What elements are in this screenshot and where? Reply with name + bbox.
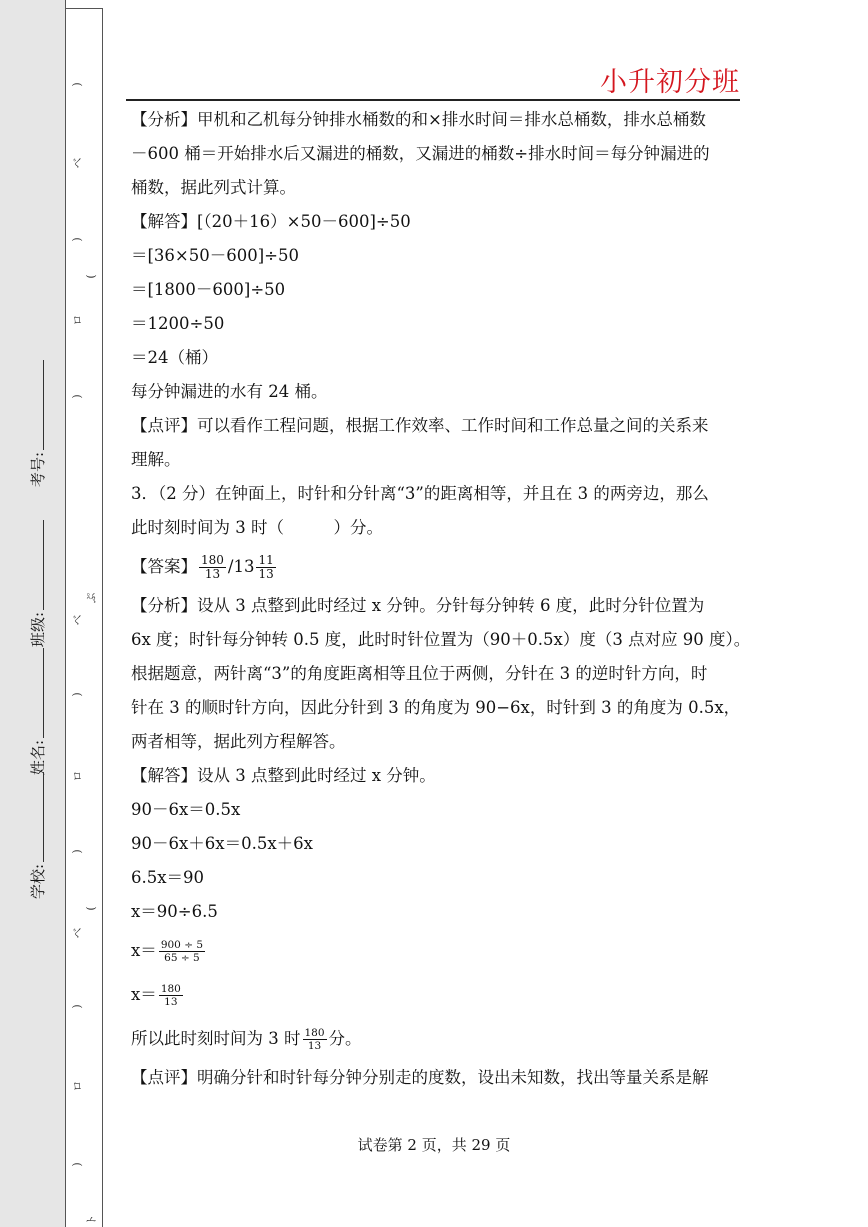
text-line: 每分钟漏进的水有 24 桶。 xyxy=(131,382,328,401)
text-line: 根据题意，两针离“3”的角度距离相等且位于两侧，分针在 3 的逆时针方向，时 xyxy=(131,664,708,683)
class-field: 班级: xyxy=(27,520,47,680)
equation-line: x＝90÷6.5 xyxy=(131,902,218,921)
fraction: $\frac{180}{13}$ xyxy=(304,1026,325,1052)
seal-mark: ) xyxy=(70,394,84,399)
text-line: －600 桶＝开始排水后又漏进的桶数，又漏进的桶数÷排水时间＝每分钟漏进的 xyxy=(131,144,710,163)
seal-mark: ベ xyxy=(71,927,84,939)
equation-line: x＝ $\frac{180}{13}$ xyxy=(131,982,181,1008)
question-line: 此时刻时间为 3 时（ ）分。 xyxy=(131,518,383,537)
seal-mark: ベ xyxy=(71,614,84,626)
seal-mark: ト xyxy=(85,1214,98,1226)
text-line: ＝[1800－600]÷50 xyxy=(131,280,286,299)
header-rule xyxy=(126,99,740,101)
text-line: ＝24（桶） xyxy=(131,348,218,367)
text-line: 【分析】甲机和乙机每分钟排水桶数的和×排水时间＝排水总桶数，排水总桶数 xyxy=(131,110,706,129)
name-field: 姓名: xyxy=(27,648,47,808)
text-line: 【解答】[（20＋16）×50－600]÷50 xyxy=(131,212,411,231)
text-line: 【点评】可以看作工程问题，根据工作效率、工作时间和工作总量之间的关系来 xyxy=(131,416,709,435)
seal-mark: ) xyxy=(70,1162,84,1167)
text-line: 【解答】设从 3 点整到此时经过 x 分钟。 xyxy=(131,766,436,785)
fraction: $\frac{180}{13}$ xyxy=(160,982,181,1008)
page-footer: 试卷第 2 页，共 29 页 xyxy=(357,1136,511,1154)
text-line: 【点评】明确分针和时针每分钟分别走的度数，设出未知数，找出等量关系是解 xyxy=(131,1068,709,1087)
fraction: $\frac{180}{13}$ xyxy=(201,552,224,581)
seal-mark: ベ xyxy=(71,157,84,169)
binding-line xyxy=(102,8,103,1227)
seal-mark: ) xyxy=(70,1004,84,1009)
equation-line: 6.5x＝90 xyxy=(131,868,205,887)
fraction: $\frac{900 \div 5}{65 \div 5}$ xyxy=(160,938,204,964)
text-line: 两者相等，据此列方程解答。 xyxy=(131,732,346,751)
fraction: $\frac{11}{13}$ xyxy=(258,552,274,581)
equation-line: 90－6x＋6x＝0.5x＋6x xyxy=(131,834,313,853)
text-line: 理解。 xyxy=(131,450,181,469)
seal-mark: ) xyxy=(70,692,84,697)
seal-mark: ぷ xyxy=(85,592,98,604)
equation-line: 90－6x＝0.5x xyxy=(131,800,241,819)
conclusion-line: 所以此时刻时间为 3 时 $\frac{180}{13}$ 分。 xyxy=(131,1026,362,1052)
school-field: 学校: xyxy=(27,772,47,932)
text-line: ＝[36×50－600]÷50 xyxy=(131,246,300,265)
seal-mark: ) xyxy=(70,849,84,854)
brand-title: 小升初分班 xyxy=(600,67,740,98)
binding-margin xyxy=(0,0,103,1227)
seal-mark: ロ xyxy=(71,1080,84,1092)
text-line: 【分析】设从 3 点整到此时经过 x 分钟。分针每分钟转 6 度，此时分针位置为 xyxy=(131,596,705,615)
text-line: 桶数，据此列式计算。 xyxy=(131,178,296,197)
text-line: 6x 度；时针每分钟转 0.5 度，此时时针位置为（90＋0.5x）度（3 点对应 90 度）。 xyxy=(131,630,751,649)
seal-mark: ロ xyxy=(71,770,84,782)
seal-mark: ロ xyxy=(71,314,84,326)
text-line: 针在 3 的顺时针方向，因此分针到 3 的角度为 90−6x，时针到 3 的角度为 0.5x， xyxy=(131,698,741,717)
seal-mark: ( xyxy=(84,906,98,911)
binding-top-rule xyxy=(65,8,103,9)
seal-mark: ) xyxy=(70,237,84,242)
main-content xyxy=(131,103,751,1095)
answer-line: 【答案】 $\frac{180}{13}$ /13 $\frac{11}{13}$ xyxy=(131,552,274,581)
equation-line: x＝ $\frac{900 \div 5}{65 \div 5}$ xyxy=(131,938,204,964)
text-line: ＝1200÷50 xyxy=(131,314,225,333)
seal-mark: ) xyxy=(70,82,84,87)
seal-mark: ( xyxy=(84,274,98,279)
exam-number-field: 考号: xyxy=(27,360,47,520)
question-line: 3．（2 分）在钟面上，时针和分针离“3”的距离相等，并且在 3 的两旁边，那么 xyxy=(131,484,709,503)
